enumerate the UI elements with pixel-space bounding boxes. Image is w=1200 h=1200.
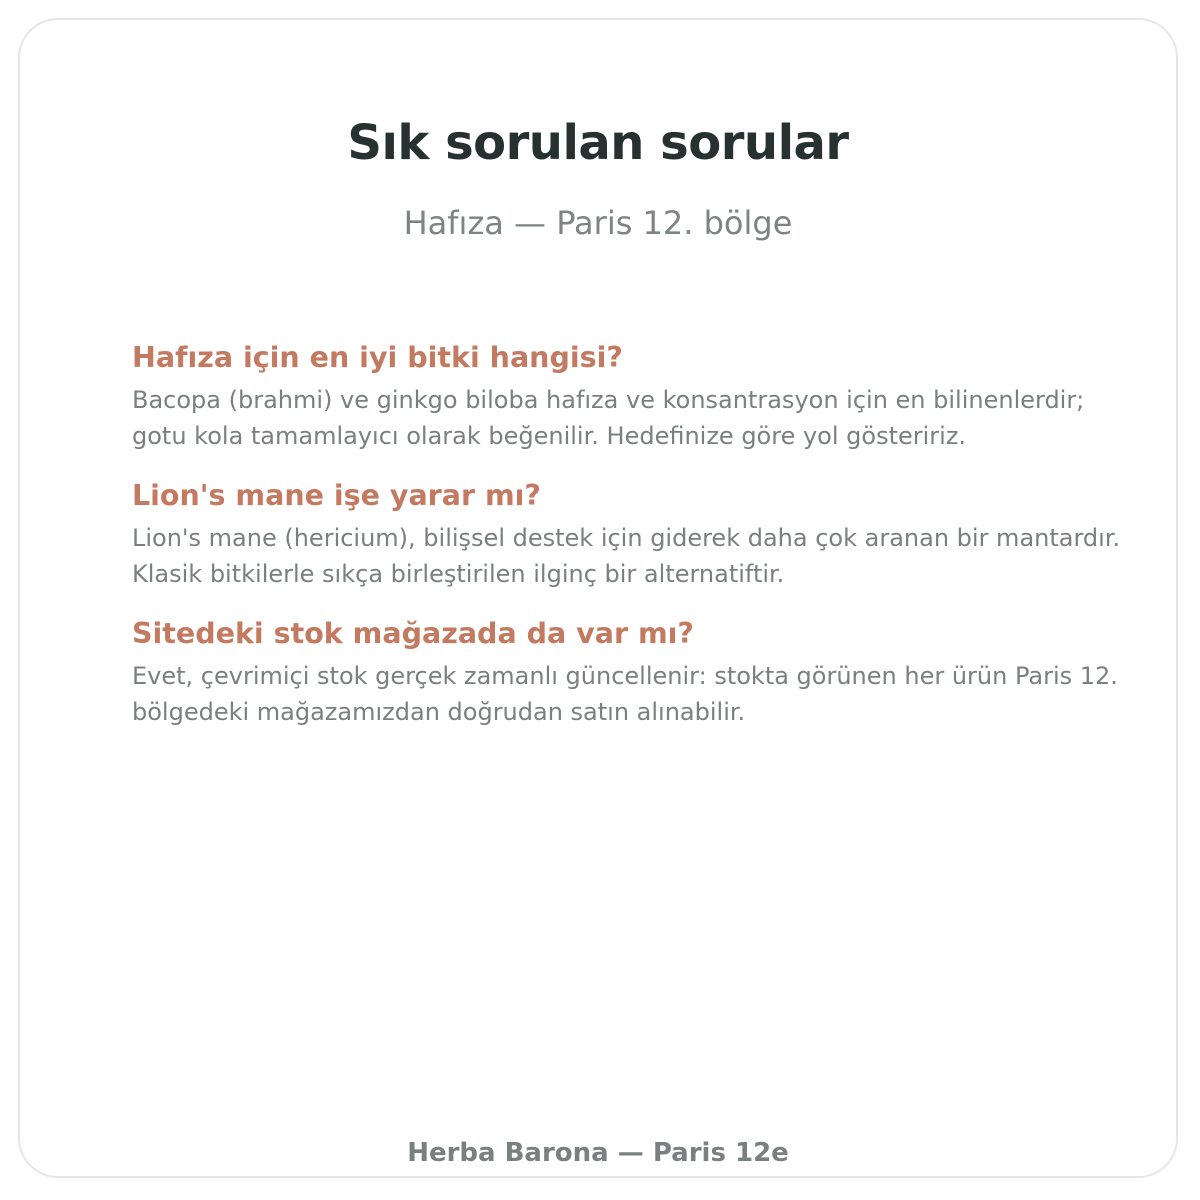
faq-item — [132, 338, 1122, 454]
faq-question: Lion's mane işe yarar mı? — [132, 479, 541, 512]
page-title: Sık sorulan sorular — [347, 115, 849, 171]
faq-question: Sitedeki stok mağazada da var mı? — [132, 617, 694, 650]
faq-answer: Evet, çevrimiçi stok gerçek zamanlı güncellenir: stokta görünen her ürün Paris 12. bölgedeki mağazamızdan doğrudan satın alınabilir. — [132, 662, 1118, 726]
faq-question: Hafıza için en iyi bitki hangisi? — [132, 341, 623, 374]
footer-brand: Herba Barona — Paris 12e — [407, 1138, 789, 1168]
faq-answer: Lion's mane (hericium), bilişsel destek için giderek daha çok aranan bir mantardır. Klasik bitkilerle sıkça birleştirilen ilginç bir alternatiftir. — [132, 524, 1121, 588]
page-subtitle: Hafıza — Paris 12. bölge — [403, 204, 793, 242]
faq-answer: Bacopa (brahmi) ve ginkgo biloba hafıza ve konsantrasyon için en bilinenlerdir; gotu kola tamamlayıcı olarak beğenilir. Hedefinize göre yol gösteririz. — [132, 386, 1085, 450]
faq-list — [132, 338, 1122, 752]
faq-item — [132, 476, 1122, 592]
faq-card — [18, 18, 1178, 1178]
faq-item — [132, 614, 1122, 730]
